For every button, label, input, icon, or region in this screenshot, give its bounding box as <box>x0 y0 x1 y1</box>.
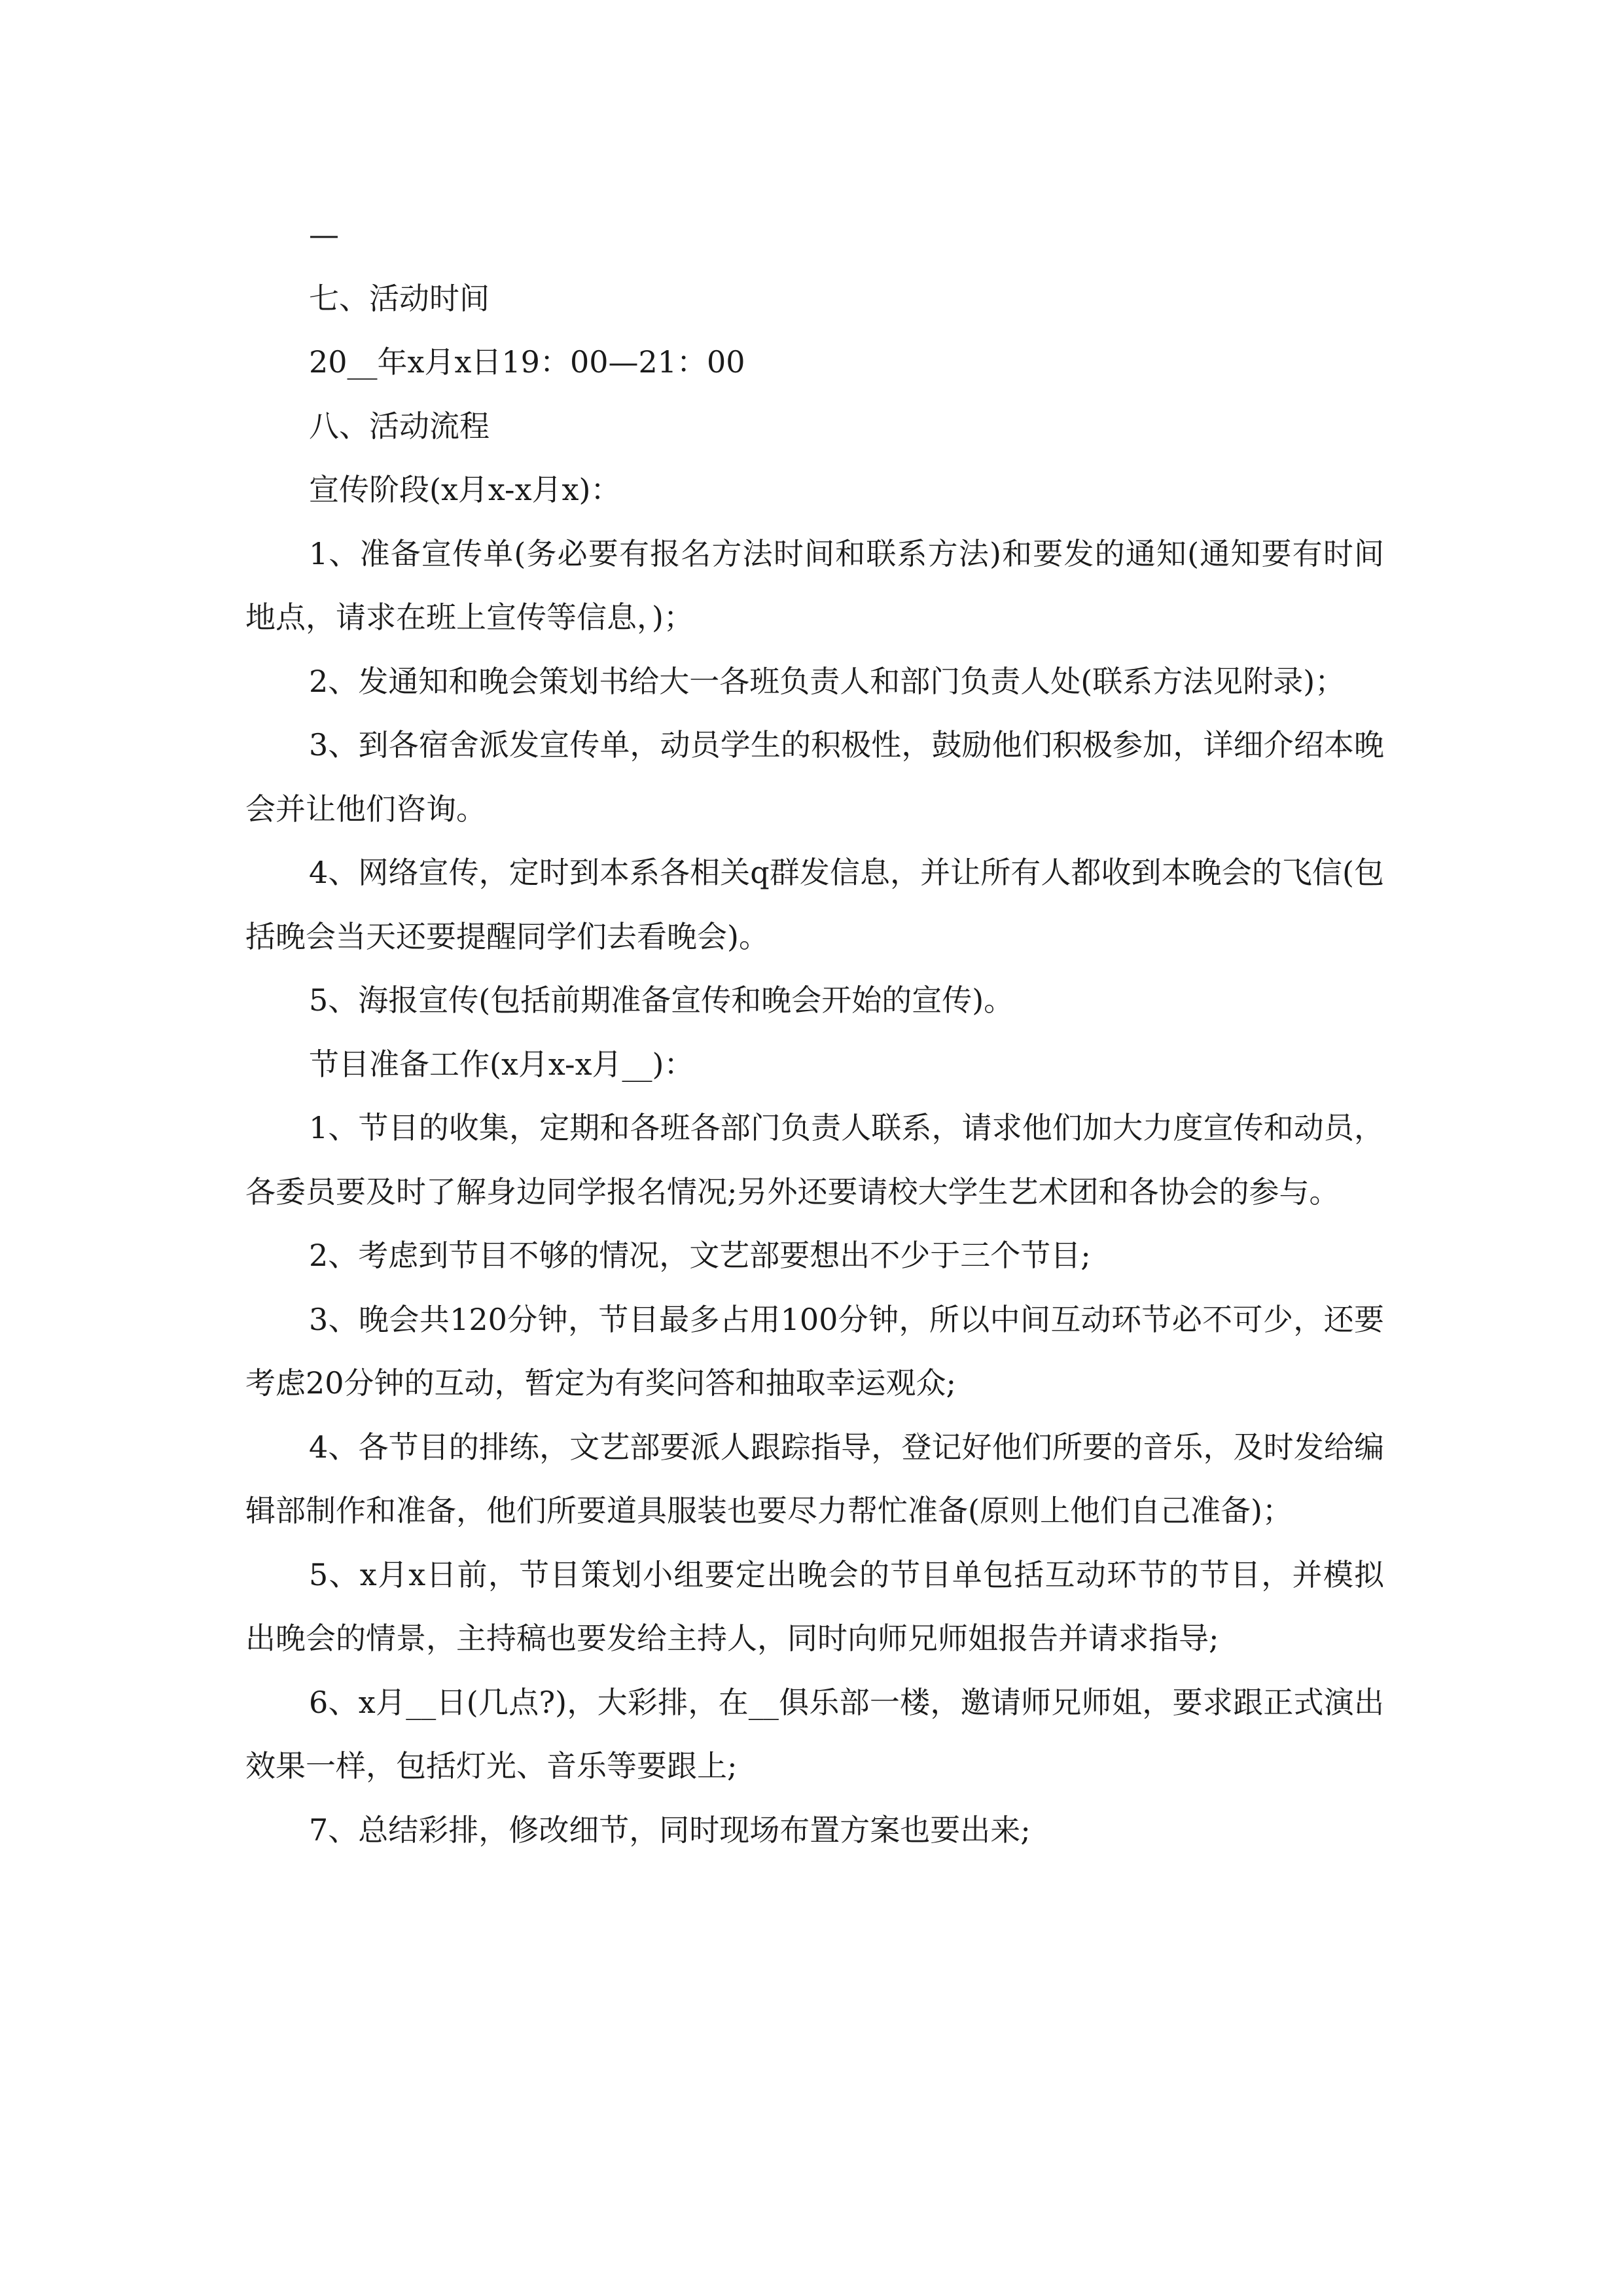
program-item-2: 2、考虑到节目不够的情况，文艺部要想出不少于三个节目; <box>309 1238 1091 1273</box>
program-item-7: 7、总结彩排，修改细节，同时现场布置方案也要出来; <box>309 1812 1031 1848</box>
publicity-item-1: 1、准备宣传单(务必要有报名方法时间和联系方法)和要发的通知(通知要有时间地点，请求在班上宣传等信息，)； <box>245 535 1384 635</box>
program-item-1: 1、节目的收集，定期和各班各部门负责人联系，请求他们加大力度宣传和动员，各委员要及时了解身边同学报名情况;另外还要请校大学生艺术团和各协会的参与。 <box>245 1110 1384 1210</box>
section-heading-activity-process: 八、活动流程 <box>309 408 490 444</box>
publicity-item-2: 2、发通知和晚会策划书给大一各班负责人和部门负责人处(联系方法见附录)； <box>309 663 1346 699</box>
section-heading-activity-time: 七、活动时间 <box>309 280 490 316</box>
program-item-5: 5、x月x日前，节目策划小组要定出晚会的节目单包括互动环节的节目，并模拟出晚会的情景，主持稿也要发给主持人，同时向师兄师姐报告并请求指导; <box>245 1556 1384 1656</box>
subheading-publicity-stage: 宣传阶段(x月x-x月x)： <box>309 472 621 507</box>
publicity-item-4: 4、网络宣传，定时到本系各相关q群发信息，并让所有人都收到本晚会的飞信(包括晚会当天还要提醒同学们去看晚会)。 <box>245 855 1384 954</box>
document-body <box>245 203 1384 1862</box>
program-item-6: 6、x月__日(几点?)，大彩排，在__俱乐部一楼，邀请师兄师姐，要求跟正式演出效果一样，包括灯光、音乐等要跟上; <box>245 1684 1384 1784</box>
program-item-4: 4、各节目的排练，文艺部要派人跟踪指导，登记好他们所要的音乐，及时发给编辑部制作和准备，他们所要道具服装也要尽力帮忙准备(原则上他们自己准备)； <box>245 1429 1384 1528</box>
leading-dash: — <box>309 217 339 252</box>
subheading-program-preparation: 节目准备工作(x月x-x月__)： <box>309 1046 694 1082</box>
publicity-item-5: 5、海报宣传(包括前期准备宣传和晚会开始的宣传)。 <box>309 982 1014 1018</box>
activity-time-value: 20__年x月x日19：00—21：00 <box>309 344 745 380</box>
publicity-item-3: 3、到各宿舍派发宣传单，动员学生的积极性，鼓励他们积极参加，详细介绍本晚会并让他们咨询。 <box>245 727 1384 827</box>
program-item-3: 3、晚会共120分钟，节目最多占用100分钟，所以中间互动环节必不可少，还要考虑20分钟的互动，暂定为有奖问答和抽取幸运观众; <box>245 1301 1384 1401</box>
